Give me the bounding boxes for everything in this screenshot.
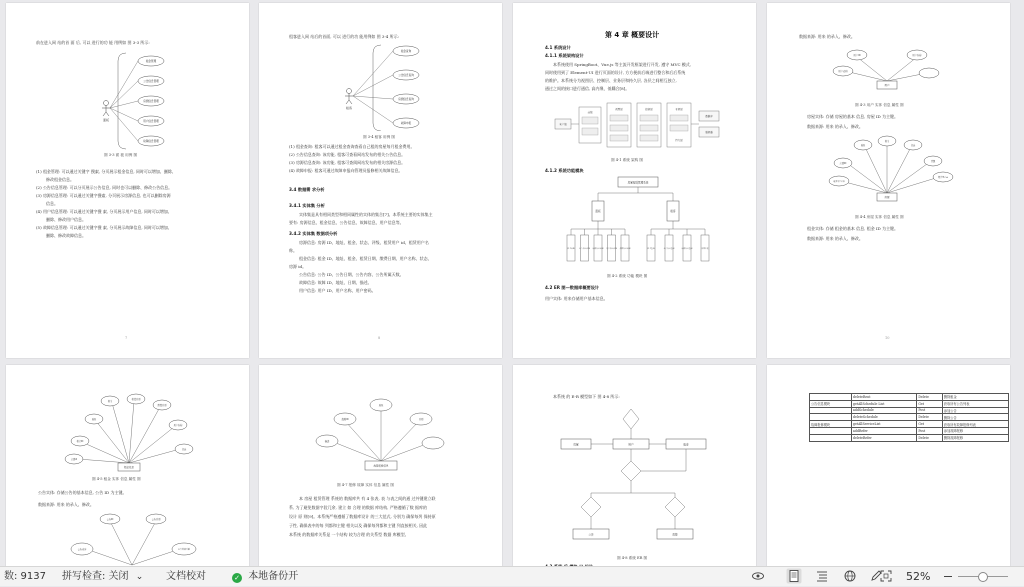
fullscreen-icon[interactable] xyxy=(880,570,892,582)
svg-text:租赁日期: 租赁日期 xyxy=(131,398,141,401)
list-item: 删除、修改故障信息。 xyxy=(46,233,86,238)
paragraph-line: 通过之间的接口进行通信, 高内聚、低耦合[8]。 xyxy=(545,86,630,91)
figure-caption: 图 3-4 租客 用例 图 xyxy=(363,135,395,139)
paragraph-line: 数据来源: 用来 的录入、修改。 xyxy=(807,236,863,241)
paragraph-line: 用户实体: 用来存储用户基本信息。 xyxy=(545,296,608,301)
svg-text:地址: 地址 xyxy=(378,404,384,407)
svg-text:日期: 日期 xyxy=(418,418,424,421)
svg-text:公告: 公告 xyxy=(588,533,594,537)
page-8[interactable] xyxy=(259,3,502,358)
section-heading: 4.2 ER 图—数据库概要设计 xyxy=(545,285,600,290)
api-table xyxy=(809,393,1009,442)
figure-caption: 图 4-1 系统 架构 图 xyxy=(611,158,643,162)
paragraph-line: 要有: 房源信息、租金信息、公告信息、故障信息、用户信息等。 xyxy=(289,220,404,225)
outline-view-icon[interactable] xyxy=(816,570,828,582)
use-case-node xyxy=(353,70,419,96)
minus-icon[interactable] xyxy=(944,576,952,577)
spell-check-toggle[interactable] xyxy=(62,567,143,586)
svg-text:业务层: 业务层 xyxy=(675,108,683,111)
table-row: deleteRent Delete 删除租金 xyxy=(810,394,1009,401)
paragraph-line: 本系统使用 SpringBoot、Vue.js 等主流开发框架进行开发, 遵守 MVC 模式, xyxy=(553,62,692,67)
table-row: 故障报修模块 getAllServiceList Get 获取所有故障报修列表 xyxy=(810,421,1009,428)
figure-caption: 图 4-5 租金 实体 信息 属性 图 xyxy=(92,477,141,481)
module-box xyxy=(593,229,604,261)
paragraph-line: 房源 id。 xyxy=(289,264,307,269)
page-9[interactable] xyxy=(513,3,756,358)
page-number: 8 xyxy=(378,336,381,340)
svg-text:故障申报: 故障申报 xyxy=(400,122,412,125)
svg-text:房源信息管理: 房源信息管理 xyxy=(143,100,159,103)
list-item: 信息。 xyxy=(46,201,58,206)
svg-text:公告信息管理: 公告信息管理 xyxy=(579,248,590,250)
architecture-diagram xyxy=(553,101,723,149)
list-item: (5) 故障信息管理: 可以通过关键字搜 索, 分页展示故障信息, 同时可以增加、 xyxy=(36,225,172,230)
svg-text:用户信息管理: 用户信息管理 xyxy=(606,248,617,250)
module-box xyxy=(579,229,590,261)
svg-text:租金查询: 租金查询 xyxy=(400,50,412,53)
paragraph-line: 用户信息: 用户 ID、用户名称、用户密码。 xyxy=(299,288,376,293)
svg-text:租客: 租客 xyxy=(670,210,676,213)
svg-text:客户端: 客户端 xyxy=(559,123,567,126)
svg-text:房源id: 房源id xyxy=(70,458,78,461)
paragraph-line: 租金实体: 存储 租金的基本 信息, 租金 ID 为主键。 xyxy=(807,226,899,231)
svg-text:房源信息查询: 房源信息查询 xyxy=(681,248,693,250)
svg-text:公告所属天数: 公告所属天数 xyxy=(177,549,191,551)
svg-text:房屋: 房屋 xyxy=(573,443,579,447)
page-text: 租客进入网 站后的首面, 可以 进行的功 能用例如 图 3-4 所示: xyxy=(289,34,399,39)
subsection-heading: 3.4.1 实体集 分析 xyxy=(289,203,325,208)
section-heading: 4.1 系统设计 xyxy=(545,45,571,50)
svg-text:故障申报: 故障申报 xyxy=(701,248,709,250)
spell-check-label: 拼写检查: 关闭 xyxy=(62,571,129,582)
svg-text:租金信息: 租金信息 xyxy=(123,466,135,469)
module-box xyxy=(567,229,575,261)
svg-text:租金查询: 租金查询 xyxy=(647,248,655,250)
svg-text:故障信息管理: 故障信息管理 xyxy=(143,140,159,143)
paragraph-line: 本 房屋 租赁管理 系统的 数据库共 有 4 张表, 表 与表之间的通 过外键建立联 xyxy=(299,496,436,501)
figure-caption: 图 4-8 系统 ER 图 xyxy=(617,556,648,560)
svg-text:用户名称: 用户名称 xyxy=(173,424,183,427)
figure-caption: 图 4-3 用户 实体 信息 属性 图 xyxy=(855,103,904,107)
module-box xyxy=(701,229,709,261)
paragraph-line: 数据来源: 用来 的录入、修改。 xyxy=(38,502,94,507)
table-row: deleteSchedule Delete 删除公告 xyxy=(810,414,1009,421)
paragraph-line: 设计 原 则[9]。本系统严格遵循了数据库设计 的三大范式, 分别为 确保每列 保持原 xyxy=(289,514,436,519)
svg-text:面板: 面板 xyxy=(595,210,601,213)
use-case-diagram xyxy=(329,41,449,131)
paragraph-line: 公告实体: 存储公告的基本信息, 公告 ID 为主键。 xyxy=(38,490,127,495)
svg-text:用户: 用户 xyxy=(628,443,634,447)
eye-icon[interactable] xyxy=(752,570,764,582)
list-item: (4) 故障申报: 租客可通过故障申报向管理员报修相关故障信息。 xyxy=(289,168,403,173)
page-10[interactable] xyxy=(767,3,1010,358)
svg-text:用户: 用户 xyxy=(884,84,890,87)
table-row: deleteRefer Delete 删除故障报修 xyxy=(810,434,1009,441)
proofread-button[interactable]: 文档校对 xyxy=(166,571,206,582)
print-layout-icon[interactable] xyxy=(786,568,802,584)
svg-text:用户信息管理: 用户信息管理 xyxy=(143,120,159,123)
page-number: 7 xyxy=(125,336,128,340)
svg-text:租金ID: 租金ID xyxy=(76,440,84,443)
zoom-level[interactable]: 52% xyxy=(906,570,931,583)
list-item: (3) 房源信息管理: 可以通过关键字搜索, 分页展示房源信息, 也可以删除房源 xyxy=(36,193,171,198)
list-item: 修改租金信息。 xyxy=(46,177,74,182)
svg-text:视图层: 视图层 xyxy=(615,108,623,111)
globe-icon[interactable] xyxy=(844,570,856,582)
paragraph-line: 本系统 的数据库关系是 一个结构 较为合理 的关系型 数据 库模型。 xyxy=(289,532,409,537)
figure-caption: 图 4-4 房屋 实体 信息 属性 图 xyxy=(855,215,904,219)
svg-text:房屋: 房屋 xyxy=(884,196,890,199)
svg-text:租金: 租金 xyxy=(107,400,113,403)
use-case-diagram xyxy=(66,51,196,151)
page-7[interactable] xyxy=(6,3,249,358)
list-item: 删除、修改用户信息。 xyxy=(46,217,86,222)
paragraph-line: 租金信息: 租金 ID、地址、租金、租赁日期、缴费日期、用户名称、状态、 xyxy=(299,256,432,261)
svg-text:租金: 租金 xyxy=(683,443,689,447)
notice-entity-er-diagram xyxy=(62,511,202,569)
chevron-down-icon: ⌄ xyxy=(135,572,144,582)
paragraph-line: 的维护。本系统分为视图层、控制层、业务层和持久层, 各层之间相互独立, xyxy=(545,78,677,83)
svg-text:租金管理: 租金管理 xyxy=(567,248,575,250)
page-text: 前在进入网 站的首 面 后, 可以 进行的功 能 用例如 图 3-3 所示: xyxy=(36,40,150,45)
svg-text:公告信息查询: 公告信息查询 xyxy=(663,248,675,250)
backup-label: 本地备份开 xyxy=(248,571,299,582)
svg-text:故障ID: 故障ID xyxy=(341,418,349,421)
svg-text:服务器: 服务器 xyxy=(705,131,713,134)
house-entity-er-diagram xyxy=(827,133,957,211)
figure-caption: 图 4-2 系统 功能 模块 图 xyxy=(607,274,648,278)
svg-text:数据库: 数据库 xyxy=(705,115,713,118)
paragraph-line: 系, 为了避免数据字段冗余, 建立 如 合理 的数据 库结构, 严格遵循了数 据库的 xyxy=(289,505,427,510)
table-row: addSchedule Post 添加公告 xyxy=(810,407,1009,414)
svg-text:房源ID: 房源ID xyxy=(839,162,847,165)
svg-text:持久层: 持久层 xyxy=(675,139,683,142)
module-box xyxy=(664,229,675,261)
list-item: (1) 租金管理: 可以通过关键字 搜索, 分页展示租金信息, 同时可以增加、删除、 xyxy=(36,169,176,174)
svg-text:公告ID: 公告ID xyxy=(106,518,114,521)
subsection-heading: 3.4.2 实体集 数据项分析 xyxy=(289,231,338,236)
subsection-heading: 4.1.1 系统架构设计 xyxy=(545,53,584,58)
list-item: (2) 公告信息管理: 可以分页展示公告信息, 同时也可以删除、修改公告信息。 xyxy=(36,185,173,190)
actor-icon xyxy=(102,101,110,117)
svg-text:房源信息管理: 房源信息管理 xyxy=(592,248,604,250)
page-12[interactable] xyxy=(259,365,502,570)
svg-text:租赁用户名称: 租赁用户名称 xyxy=(833,181,845,183)
list-item: (3) 房源信息查询: 该功能, 租客可查阅网站发布的相关房源信息。 xyxy=(289,160,406,165)
svg-text:租赁用户id: 租赁用户id xyxy=(938,177,948,179)
paragraph-line: 故障信息: 故障 ID、地址、日期、描述。 xyxy=(299,280,372,285)
paragraph-line: 子性, 确保表中的每 列都和主键 相关以及 确保每列都和主键 列直接相关, 因此 xyxy=(289,523,428,528)
svg-text:缴费日期: 缴费日期 xyxy=(157,404,167,407)
svg-text:公告内容: 公告内容 xyxy=(77,548,87,551)
svg-text:地址: 地址 xyxy=(91,418,97,421)
svg-text:控制层: 控制层 xyxy=(645,108,653,111)
paragraph-line: 称。 xyxy=(289,248,297,253)
subsection-heading: 4.1.2 系统功能模块 xyxy=(545,168,584,173)
rent-entity-er-diagram xyxy=(54,393,204,473)
table-row: 公告信息模块 getAllSchedule List Get 获取所有公告列表 xyxy=(810,400,1009,407)
svg-text:用户ID: 用户ID xyxy=(853,54,861,57)
paragraph-line: 数据来源: 用来 的录入、修改。 xyxy=(807,124,863,129)
svg-text:房源信息查询: 房源信息查询 xyxy=(398,98,414,101)
backup-status[interactable] xyxy=(232,567,298,586)
status-bar xyxy=(0,566,1024,586)
module-box xyxy=(606,229,617,261)
svg-text:地址: 地址 xyxy=(860,144,866,147)
actor-label: 租客 xyxy=(345,106,353,110)
actor-label: 面板 xyxy=(102,118,110,122)
svg-text:故障报修信息: 故障报修信息 xyxy=(373,464,389,468)
svg-text:租金: 租金 xyxy=(884,140,890,143)
section-heading: 3.4 数据需 求分析 xyxy=(289,187,325,192)
svg-text:故障信息管理: 故障信息管理 xyxy=(619,248,631,250)
check-circle-icon: ✓ xyxy=(232,573,242,583)
page-14[interactable] xyxy=(767,365,1010,570)
svg-text:故障: 故障 xyxy=(672,533,678,537)
paragraph-line: 公告信息: 公告 ID、公告日期、公告内容、公告所属天数。 xyxy=(299,272,404,277)
paragraph-line: 实体集是具有相同类型和相同属性的实体的集合[7]。本系统主要的实体集主 xyxy=(299,212,433,217)
svg-text:评级: 评级 xyxy=(930,160,936,163)
actor-icon xyxy=(345,89,353,105)
paragraph-line: 房屋实体: 存储 房屋的基本 信息, 房屋 ID 为主键。 xyxy=(807,114,899,119)
module-box xyxy=(620,229,631,261)
zoom-slider-handle[interactable] xyxy=(978,572,988,582)
svg-text:租金管理: 租金管理 xyxy=(145,60,157,63)
svg-text:用户名称: 用户名称 xyxy=(912,54,922,57)
svg-text:状态: 状态 xyxy=(910,144,916,147)
svg-text:描述: 描述 xyxy=(324,440,330,443)
list-item: (2) 公告信息查询: 该功能, 租客可查看网站发布的相关公告信息。 xyxy=(289,152,406,157)
user-entity-er-diagram xyxy=(827,43,947,99)
function-module-diagram xyxy=(563,175,713,267)
system-er-diagram xyxy=(551,405,721,555)
word-count[interactable]: 数: 9137 xyxy=(4,571,46,582)
svg-text:公告信息管理: 公告信息管理 xyxy=(143,80,159,83)
page-13[interactable] xyxy=(513,365,756,570)
list-item: (4) 用户信息管理: 可以通过关键字搜 索, 分页展示用户信息, 同时可以增加、 xyxy=(36,209,172,214)
svg-text:公告信息查询: 公告信息查询 xyxy=(398,74,414,77)
figure-caption: 图 3-3 面 板 用例 图 xyxy=(104,153,138,157)
svg-text:前端: 前端 xyxy=(587,111,593,114)
zoom-slider[interactable] xyxy=(958,576,1008,577)
paragraph-line: 同时使用到了 Element-UI 进行页面的设计, 方方便前后端进行整合和后后系统 xyxy=(545,70,686,75)
list-item: (1) 租金查询: 租客可以通过租金查询查看自己租的房屋每月租金费用。 xyxy=(289,144,415,149)
page-number: 10 xyxy=(885,336,890,340)
page-text: 数据来源: 用来 的录入、修改。 xyxy=(799,34,855,39)
figure-caption: 图 4-7 报修 故障 实体 信息 属性 图 xyxy=(337,483,394,487)
fault-entity-er-diagram xyxy=(301,395,461,475)
chapter-title: 第 4 章 概要设计 xyxy=(605,31,660,39)
table-row: addRefer Post 添加故障报修 xyxy=(810,427,1009,434)
paragraph-line: 房源信息: 房源 ID、地址、租金、状态、评级、租赁用户 id、租赁用户名 xyxy=(299,240,429,245)
svg-text:房屋租赁管理系统: 房屋租赁管理系统 xyxy=(627,181,649,185)
page-11[interactable] xyxy=(6,365,249,570)
module-box xyxy=(647,229,655,261)
svg-text:公告日期: 公告日期 xyxy=(151,518,161,521)
svg-text:状态: 状态 xyxy=(181,448,187,451)
paragraph-line: 本系统 的 E-R 模型如下 图 4-8 所示: xyxy=(553,394,620,399)
module-box xyxy=(682,229,693,261)
svg-text:用户密码: 用户密码 xyxy=(838,70,848,73)
